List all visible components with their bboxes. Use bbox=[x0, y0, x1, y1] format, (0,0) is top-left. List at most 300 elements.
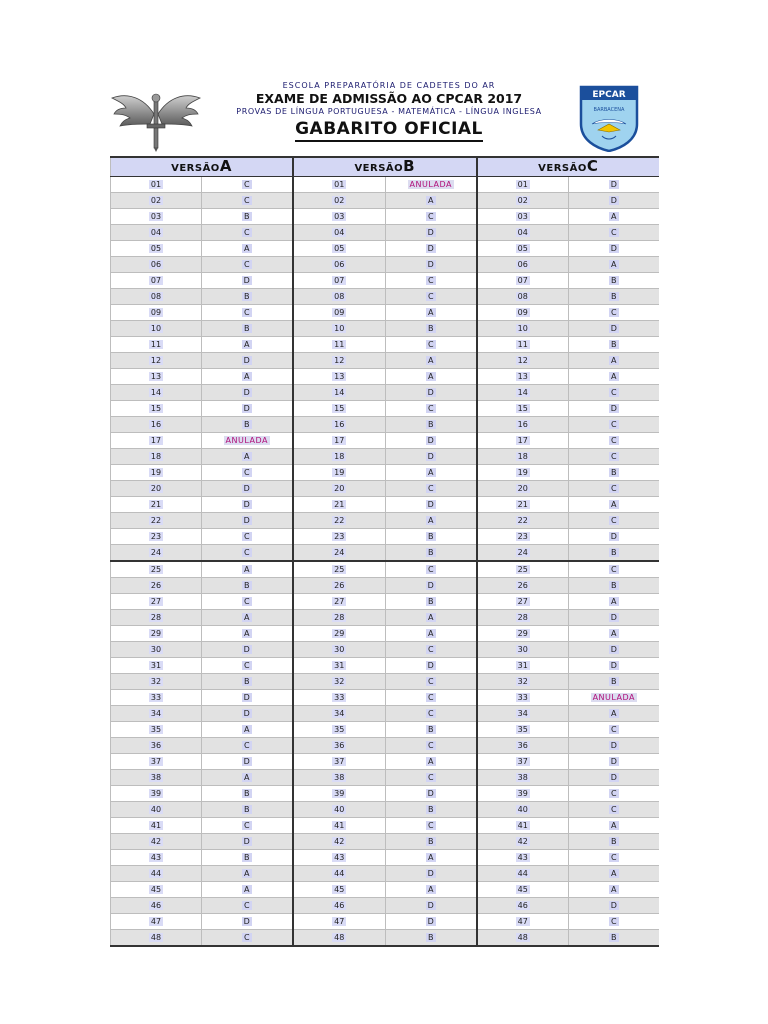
version-c-answer-cell bbox=[569, 193, 659, 209]
version-a-answer-cell bbox=[202, 369, 293, 385]
question-number: 08 bbox=[517, 291, 528, 301]
answer-value: C bbox=[610, 307, 617, 317]
answer-value: B bbox=[244, 211, 250, 221]
version-a-answer-cell bbox=[202, 241, 293, 257]
answer-value: ANULADA bbox=[409, 179, 452, 189]
answer-row bbox=[111, 898, 659, 914]
question-number: 34 bbox=[150, 708, 162, 718]
answer-row bbox=[111, 610, 659, 626]
question-number-cell bbox=[477, 754, 569, 770]
version-b-answer-cell bbox=[386, 385, 477, 401]
version-c-answer-cell bbox=[569, 353, 659, 369]
question-number-cell bbox=[477, 529, 569, 545]
question-number: 39 bbox=[150, 788, 162, 798]
version-a-answer-cell bbox=[202, 738, 293, 754]
answer-row bbox=[111, 305, 659, 321]
question-number: 13 bbox=[150, 371, 162, 381]
version-a-answer-cell bbox=[202, 289, 293, 305]
answer-value: D bbox=[610, 243, 617, 253]
answer-value: A bbox=[428, 884, 434, 894]
answer-value: D bbox=[243, 499, 250, 509]
answer-value: A bbox=[428, 852, 434, 862]
answer-value: A bbox=[428, 467, 434, 477]
answer-value: D bbox=[427, 660, 434, 670]
question-number: 17 bbox=[150, 435, 162, 445]
version-c-answer-cell bbox=[569, 401, 659, 417]
answer-row bbox=[111, 706, 659, 722]
answer-value: B bbox=[611, 291, 617, 301]
question-number: 36 bbox=[517, 740, 528, 750]
question-number-cell bbox=[111, 177, 202, 193]
version-c-answer-cell bbox=[569, 754, 659, 770]
question-number: 06 bbox=[150, 259, 162, 269]
version-b-answer-cell bbox=[386, 882, 477, 898]
version-a-answer-cell bbox=[202, 626, 293, 642]
question-number-cell bbox=[477, 674, 569, 690]
answer-value: B bbox=[611, 836, 617, 846]
question-number: 28 bbox=[517, 612, 528, 622]
version-b-answer-cell bbox=[386, 257, 477, 273]
question-number-cell bbox=[293, 642, 386, 658]
answer-value: C bbox=[427, 275, 434, 285]
answer-value: A bbox=[611, 708, 617, 718]
answer-value: C bbox=[427, 820, 434, 830]
question-number: 48 bbox=[334, 932, 345, 942]
version-b-answer-cell bbox=[386, 914, 477, 930]
question-number-cell bbox=[293, 626, 386, 642]
version-c-answer-cell bbox=[569, 738, 659, 754]
version-a-answer-cell bbox=[202, 433, 293, 449]
answer-row bbox=[111, 786, 659, 802]
question-number-cell bbox=[477, 257, 569, 273]
question-number-cell bbox=[111, 882, 202, 898]
answer-value: A bbox=[244, 628, 250, 638]
answer-value: C bbox=[243, 259, 250, 269]
question-number: 23 bbox=[517, 531, 528, 541]
answer-row bbox=[111, 401, 659, 417]
question-number-cell bbox=[477, 513, 569, 529]
question-number: 09 bbox=[517, 307, 528, 317]
answer-value: C bbox=[610, 515, 617, 525]
answer-key-body bbox=[111, 157, 659, 946]
question-number: 22 bbox=[334, 515, 345, 525]
version-header-row bbox=[111, 157, 659, 177]
version-a-answer-cell bbox=[202, 353, 293, 369]
version-b-answer-cell bbox=[386, 481, 477, 497]
answer-value: C bbox=[243, 820, 250, 830]
question-number: 35 bbox=[334, 724, 345, 734]
question-number: 35 bbox=[150, 724, 162, 734]
question-number-cell bbox=[293, 529, 386, 545]
question-number: 43 bbox=[517, 852, 528, 862]
question-number-cell bbox=[293, 770, 386, 786]
answer-value: C bbox=[243, 195, 250, 205]
epcar-crest-icon bbox=[578, 84, 640, 152]
version-a-answer-cell bbox=[202, 337, 293, 353]
question-number-cell bbox=[111, 898, 202, 914]
answer-value: B bbox=[244, 852, 250, 862]
answer-value: B bbox=[428, 419, 434, 429]
answer-value: A bbox=[428, 612, 434, 622]
version-c-answer-cell bbox=[569, 289, 659, 305]
question-number: 09 bbox=[334, 307, 345, 317]
answer-value: D bbox=[243, 836, 250, 846]
answer-value: A bbox=[428, 195, 434, 205]
question-number-cell bbox=[293, 850, 386, 866]
question-number-cell bbox=[111, 561, 202, 578]
question-number-cell bbox=[111, 674, 202, 690]
version-a-answer-cell bbox=[202, 690, 293, 706]
answer-row bbox=[111, 529, 659, 545]
version-c-answer-cell bbox=[569, 834, 659, 850]
question-number: 30 bbox=[517, 644, 528, 654]
version-b-answer-cell bbox=[386, 417, 477, 433]
question-number-cell bbox=[111, 257, 202, 273]
version-c-answer-cell bbox=[569, 642, 659, 658]
question-number-cell bbox=[477, 337, 569, 353]
version-c-answer-cell bbox=[569, 914, 659, 930]
version-a-answer-cell bbox=[202, 305, 293, 321]
answer-value: C bbox=[610, 852, 617, 862]
answer-key-document bbox=[110, 80, 658, 947]
answer-row bbox=[111, 561, 659, 578]
answer-value: C bbox=[610, 387, 617, 397]
version-b-answer-cell bbox=[386, 594, 477, 610]
question-number: 15 bbox=[517, 403, 528, 413]
question-number-cell bbox=[111, 754, 202, 770]
question-number-cell bbox=[477, 417, 569, 433]
version-c-answer-cell bbox=[569, 802, 659, 818]
version-b-answer-cell bbox=[386, 626, 477, 642]
version-a-answer-cell bbox=[202, 481, 293, 497]
answer-row bbox=[111, 289, 659, 305]
version-b-answer-cell bbox=[386, 545, 477, 562]
question-number-cell bbox=[293, 321, 386, 337]
answer-row bbox=[111, 722, 659, 738]
question-number-cell bbox=[293, 225, 386, 241]
answer-value: D bbox=[427, 227, 434, 237]
version-c-answer-cell bbox=[569, 561, 659, 578]
version-b-answer-cell bbox=[386, 353, 477, 369]
answer-value: A bbox=[611, 211, 617, 221]
question-number: 26 bbox=[517, 580, 528, 590]
answer-value: B bbox=[244, 323, 250, 333]
version-a-answer-cell bbox=[202, 321, 293, 337]
answer-value: D bbox=[427, 499, 434, 509]
question-number: 12 bbox=[150, 355, 162, 365]
answer-row bbox=[111, 545, 659, 562]
question-number: 27 bbox=[517, 596, 528, 606]
answer-value: B bbox=[611, 580, 617, 590]
answer-row bbox=[111, 674, 659, 690]
question-number: 35 bbox=[517, 724, 528, 734]
version-a-answer-cell bbox=[202, 642, 293, 658]
answer-value: C bbox=[243, 531, 250, 541]
question-number-cell bbox=[477, 465, 569, 481]
question-number: 45 bbox=[150, 884, 162, 894]
version-a-answer-cell bbox=[202, 497, 293, 513]
answer-value: B bbox=[244, 804, 250, 814]
question-number: 42 bbox=[150, 836, 162, 846]
answer-row bbox=[111, 850, 659, 866]
answer-value: C bbox=[427, 403, 434, 413]
answer-row bbox=[111, 513, 659, 529]
version-c-answer-cell bbox=[569, 385, 659, 401]
question-number: 14 bbox=[517, 387, 528, 397]
question-number: 32 bbox=[334, 676, 345, 686]
version-b-answer-cell bbox=[386, 610, 477, 626]
question-number-cell bbox=[477, 305, 569, 321]
question-number: 07 bbox=[150, 275, 162, 285]
version-b-answer-cell bbox=[386, 802, 477, 818]
question-number-cell bbox=[111, 417, 202, 433]
air-force-wings-emblem-icon bbox=[110, 84, 202, 152]
question-number-cell bbox=[477, 594, 569, 610]
question-number-cell bbox=[477, 385, 569, 401]
answer-value: D bbox=[243, 275, 250, 285]
question-number: 02 bbox=[517, 195, 528, 205]
question-number-cell bbox=[111, 770, 202, 786]
question-number: 07 bbox=[517, 275, 528, 285]
question-number-cell bbox=[293, 898, 386, 914]
answer-row bbox=[111, 369, 659, 385]
answer-value: B bbox=[244, 580, 250, 590]
answer-value: B bbox=[611, 676, 617, 686]
version-c-answer-cell bbox=[569, 257, 659, 273]
version-a-answer-cell bbox=[202, 578, 293, 594]
question-number-cell bbox=[111, 930, 202, 947]
question-number-cell bbox=[477, 658, 569, 674]
version-b-answer-cell bbox=[386, 209, 477, 225]
question-number: 22 bbox=[150, 515, 162, 525]
question-number: 26 bbox=[150, 580, 162, 590]
answer-row bbox=[111, 481, 659, 497]
answer-row bbox=[111, 209, 659, 225]
answer-value: C bbox=[243, 932, 250, 942]
question-number: 33 bbox=[517, 692, 528, 702]
version-a-answer-cell bbox=[202, 177, 293, 193]
header-titles bbox=[210, 80, 568, 141]
question-number: 19 bbox=[334, 467, 345, 477]
question-number-cell bbox=[293, 337, 386, 353]
question-number: 20 bbox=[334, 483, 345, 493]
question-number: 29 bbox=[334, 628, 345, 638]
question-number-cell bbox=[111, 802, 202, 818]
question-number: 18 bbox=[517, 451, 528, 461]
question-number: 16 bbox=[517, 419, 528, 429]
answer-value: D bbox=[427, 868, 434, 878]
question-number: 37 bbox=[517, 756, 528, 766]
question-number: 04 bbox=[517, 227, 528, 237]
question-number-cell bbox=[477, 690, 569, 706]
question-number-cell bbox=[293, 561, 386, 578]
answer-value: D bbox=[610, 900, 617, 910]
version-b-answer-cell bbox=[386, 722, 477, 738]
question-number-cell bbox=[111, 850, 202, 866]
answer-value: D bbox=[243, 708, 250, 718]
question-number: 05 bbox=[150, 243, 162, 253]
version-a-answer-cell bbox=[202, 273, 293, 289]
version-c-answer-cell bbox=[569, 241, 659, 257]
version-a-answer-cell bbox=[202, 706, 293, 722]
question-number-cell bbox=[477, 177, 569, 193]
question-number-cell bbox=[111, 193, 202, 209]
question-number-cell bbox=[293, 497, 386, 513]
answer-value: C bbox=[243, 596, 250, 606]
question-number-cell bbox=[111, 658, 202, 674]
question-number-cell bbox=[111, 401, 202, 417]
question-number-cell bbox=[293, 209, 386, 225]
version-c-answer-cell bbox=[569, 674, 659, 690]
question-number: 41 bbox=[150, 820, 162, 830]
question-number-cell bbox=[111, 497, 202, 513]
version-c-answer-cell bbox=[569, 225, 659, 241]
answer-row bbox=[111, 642, 659, 658]
question-number: 03 bbox=[517, 211, 528, 221]
question-number-cell bbox=[293, 449, 386, 465]
answer-value: D bbox=[610, 531, 617, 541]
version-b-answer-cell bbox=[386, 930, 477, 947]
answer-value: D bbox=[427, 900, 434, 910]
question-number-cell bbox=[477, 369, 569, 385]
answer-value: A bbox=[244, 371, 250, 381]
answer-row bbox=[111, 337, 659, 353]
crest-text: EPCAR bbox=[592, 90, 626, 100]
question-number-cell bbox=[111, 818, 202, 834]
answer-value: C bbox=[610, 916, 617, 926]
question-number-cell bbox=[111, 786, 202, 802]
question-number: 06 bbox=[334, 259, 345, 269]
question-number-cell bbox=[293, 578, 386, 594]
question-number: 30 bbox=[150, 644, 162, 654]
question-number: 03 bbox=[150, 211, 162, 221]
question-number: 27 bbox=[150, 596, 162, 606]
version-b-answer-cell bbox=[386, 465, 477, 481]
answer-row bbox=[111, 257, 659, 273]
version-a-answer-cell bbox=[202, 914, 293, 930]
question-number: 11 bbox=[150, 339, 162, 349]
version-c-answer-cell bbox=[569, 449, 659, 465]
question-number: 21 bbox=[150, 499, 162, 509]
question-number-cell bbox=[293, 385, 386, 401]
answer-value: D bbox=[610, 756, 617, 766]
question-number: 22 bbox=[517, 515, 528, 525]
version-b-answer-cell bbox=[386, 674, 477, 690]
question-number: 27 bbox=[334, 596, 345, 606]
version-c-answer-cell bbox=[569, 882, 659, 898]
question-number: 30 bbox=[334, 644, 345, 654]
question-number-cell bbox=[293, 594, 386, 610]
question-number-cell bbox=[477, 353, 569, 369]
question-number-cell bbox=[111, 481, 202, 497]
question-number: 21 bbox=[517, 499, 528, 509]
version-b-answer-cell bbox=[386, 177, 477, 193]
question-number-cell bbox=[293, 674, 386, 690]
answer-value: C bbox=[610, 435, 617, 445]
version-c-answer-cell bbox=[569, 545, 659, 562]
answer-row bbox=[111, 802, 659, 818]
question-number: 32 bbox=[150, 676, 162, 686]
version-b-answer-cell bbox=[386, 321, 477, 337]
answer-value: D bbox=[243, 692, 250, 702]
answer-value: D bbox=[610, 772, 617, 782]
answer-value: C bbox=[243, 900, 250, 910]
question-number: 11 bbox=[517, 339, 528, 349]
answer-value: B bbox=[428, 724, 434, 734]
document-header bbox=[110, 80, 658, 156]
question-number: 06 bbox=[517, 259, 528, 269]
version-c-answer-cell bbox=[569, 594, 659, 610]
question-number-cell bbox=[111, 834, 202, 850]
answer-value: A bbox=[611, 499, 617, 509]
question-number-cell bbox=[477, 209, 569, 225]
version-a-answer-cell bbox=[202, 834, 293, 850]
question-number-cell bbox=[293, 257, 386, 273]
question-number: 05 bbox=[517, 243, 528, 253]
question-number-cell bbox=[293, 241, 386, 257]
question-number-cell bbox=[111, 642, 202, 658]
question-number-cell bbox=[477, 818, 569, 834]
version-b-answer-cell bbox=[386, 658, 477, 674]
question-number-cell bbox=[477, 241, 569, 257]
question-number-cell bbox=[477, 642, 569, 658]
question-number: 04 bbox=[334, 227, 345, 237]
question-number: 44 bbox=[150, 868, 162, 878]
question-number: 18 bbox=[150, 451, 162, 461]
question-number-cell bbox=[293, 433, 386, 449]
version-a-answer-cell bbox=[202, 449, 293, 465]
question-number-cell bbox=[111, 433, 202, 449]
answer-value: C bbox=[427, 211, 434, 221]
question-number-cell bbox=[477, 610, 569, 626]
version-b-answer-cell bbox=[386, 273, 477, 289]
answer-row bbox=[111, 497, 659, 513]
version-c-answer-cell bbox=[569, 610, 659, 626]
question-number-cell bbox=[111, 241, 202, 257]
answer-value: A bbox=[428, 371, 434, 381]
answer-row bbox=[111, 834, 659, 850]
answer-value: A bbox=[428, 628, 434, 638]
answer-value: D bbox=[243, 355, 250, 365]
question-number: 23 bbox=[334, 531, 345, 541]
answer-value: A bbox=[244, 612, 250, 622]
question-number-cell bbox=[477, 882, 569, 898]
question-number-cell bbox=[477, 898, 569, 914]
answer-value: A bbox=[244, 772, 250, 782]
version-b-answer-cell bbox=[386, 898, 477, 914]
answer-value: A bbox=[244, 724, 250, 734]
question-number-cell bbox=[477, 786, 569, 802]
answer-value: C bbox=[427, 483, 434, 493]
question-number-cell bbox=[293, 369, 386, 385]
answer-value: C bbox=[610, 804, 617, 814]
question-number-cell bbox=[293, 866, 386, 882]
question-number: 04 bbox=[150, 227, 162, 237]
version-c-answer-cell bbox=[569, 433, 659, 449]
answer-value: D bbox=[427, 435, 434, 445]
answer-value: B bbox=[428, 547, 434, 557]
version-b-answer-cell bbox=[386, 449, 477, 465]
answer-row bbox=[111, 273, 659, 289]
answer-value: C bbox=[427, 339, 434, 349]
version-c-answer-cell bbox=[569, 898, 659, 914]
version-b-answer-cell bbox=[386, 642, 477, 658]
answer-row bbox=[111, 690, 659, 706]
question-number: 24 bbox=[150, 547, 162, 557]
question-number: 01 bbox=[334, 179, 345, 189]
version-c-answer-cell bbox=[569, 321, 659, 337]
question-number-cell bbox=[477, 481, 569, 497]
